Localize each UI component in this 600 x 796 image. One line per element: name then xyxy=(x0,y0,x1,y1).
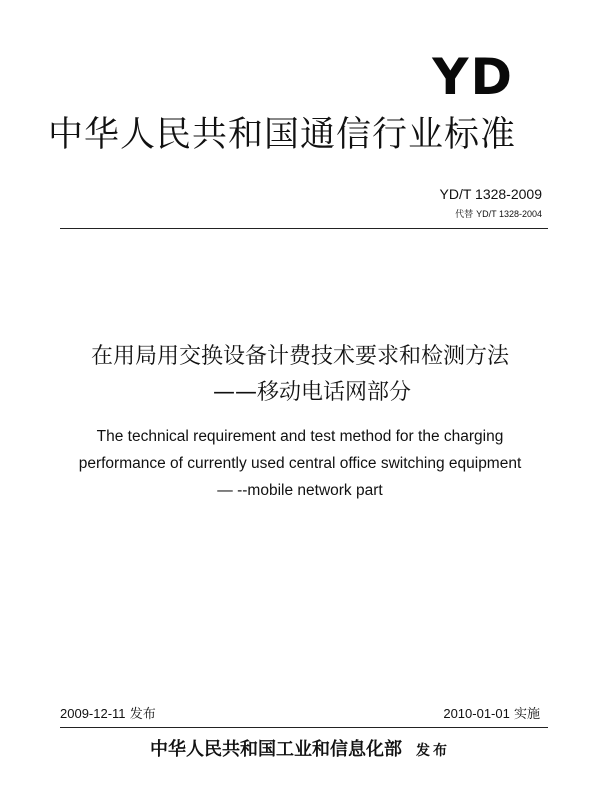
replaces-line xyxy=(455,210,542,220)
standard-code: YD/T 1328-2009 xyxy=(439,186,542,202)
issue-date: 2009-12-11 xyxy=(60,706,126,721)
chinese-title-line-2: ——移动电话网部分 xyxy=(212,380,411,405)
effective-label: 实施 xyxy=(513,707,540,722)
publisher-name: 中华人民共和国工业和信息化部 xyxy=(150,739,402,760)
footer-divider xyxy=(60,727,548,728)
header-divider xyxy=(60,228,548,229)
replaces-label: 代替 xyxy=(455,210,474,220)
english-title-line-2: performance of currently used central office switching equipment xyxy=(78,455,522,472)
effective-date-line xyxy=(443,707,540,721)
chinese-title-line-1: 在用局用交换设备计费技术要求和检测方法 xyxy=(90,344,509,369)
replaced-standard-code: YD/T 1328-2004 xyxy=(476,209,542,219)
publisher-line xyxy=(0,739,600,761)
issue-label: 发布 xyxy=(129,707,156,722)
issue-date-line xyxy=(60,707,156,721)
yd-logo: YD xyxy=(432,48,514,106)
publisher-suffix: 发布 xyxy=(416,743,450,759)
effective-date: 2010-01-01 xyxy=(443,706,510,721)
standard-category-title: 中华人民共和国通信行业标准 xyxy=(48,115,517,155)
english-title-line-1: The technical requirement and test method for the charging xyxy=(96,428,504,445)
english-title-line-3: — --mobile network part xyxy=(217,482,383,499)
